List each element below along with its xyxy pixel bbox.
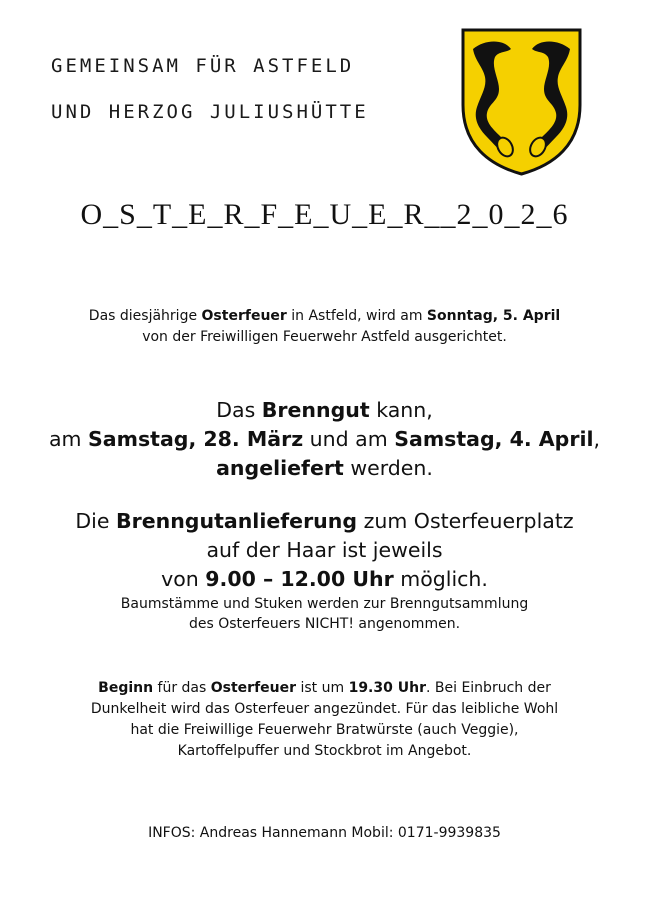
note-paragraph — [0, 594, 649, 634]
start-line-1: Beginn für das Osterfeuer ist um 19.30 Uhr. Bei Einbruch der — [98, 680, 551, 696]
note-line-2: des Osterfeuers NICHT! angenommen. — [188, 616, 461, 632]
delivery-paragraph — [0, 507, 649, 594]
brenngut-paragraph — [0, 396, 649, 483]
coat-of-arms-icon — [459, 27, 584, 177]
brenngut-line-1: Das Brenngut kann, — [216, 398, 433, 422]
brenngut-line-3: angeliefert werden. — [216, 456, 433, 480]
intro-paragraph — [0, 306, 649, 348]
delivery-line-2: auf der Haar ist jeweils — [206, 538, 443, 562]
intro-line-1: Das diesjährige Osterfeuer in Astfeld, wird am Sonntag, 5. April — [88, 308, 561, 324]
start-line-4: Kartoffelpuffer und Stockbrot im Angebot. — [177, 743, 472, 759]
delivery-line-1: Die Brenngutanlieferung zum Osterfeuerplatz — [75, 509, 574, 533]
brenngut-line-2: am Samstag, 28. März und am Samstag, 4. April, — [48, 427, 601, 451]
org-line-1: GEMEINSAM FÜR ASTFELD — [51, 55, 355, 77]
note-line-1: Baumstämme und Stuken werden zur Brenngutsammlung — [120, 596, 529, 612]
start-line-2: Dunkelheit wird das Osterfeuer angezündet. Für das leibliche Wohl — [90, 701, 559, 717]
start-line-3: hat die Freiwillige Feuerwehr Bratwürste (auch Veggie), — [130, 722, 519, 738]
delivery-line-3: von 9.00 – 12.00 Uhr möglich. — [161, 567, 488, 591]
contact-info: INFOS: Andreas Hannemann Mobil: 0171-9939835 — [148, 825, 501, 841]
intro-line-2: von der Freiwilligen Feuerwehr Astfeld ausgerichtet. — [142, 329, 507, 345]
page-title: O_S_T_E_R_F_E_U_E_R__2_0_2_6 — [80, 198, 569, 231]
start-paragraph — [0, 678, 649, 762]
org-line-2: UND HERZOG JULIUSHÜTTE — [51, 101, 369, 123]
